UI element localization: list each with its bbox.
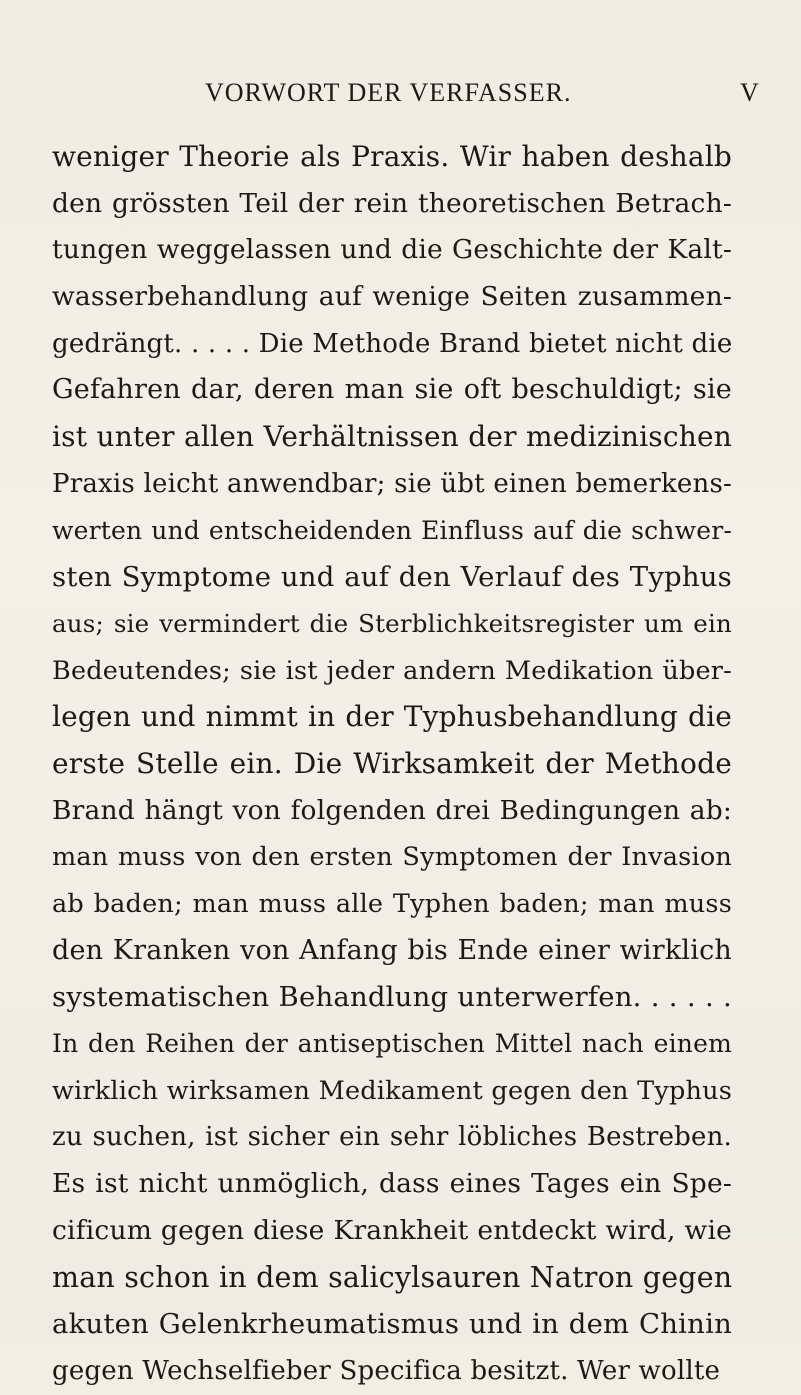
body-text xyxy=(52,134,732,1395)
text-line: akuten Gelenkrheumatismus und in dem Chinin xyxy=(52,1308,732,1341)
text-line: cificum gegen diese Krankheit entdeckt wird, wie xyxy=(52,1214,732,1246)
text-line: In den Reihen der antiseptischen Mittel nach einem xyxy=(52,1029,732,1059)
text-line: den Kranken von Anfang bis Ende einer wirklich xyxy=(52,934,732,966)
text-line: aus; sie vermindert die Sterblichkeitsregister um ein xyxy=(52,608,732,638)
text-line: man muss von den ersten Symptomen der Invasion xyxy=(52,842,732,873)
text-line: gegen Wechselfieber Specifica besitzt. Wer wollte xyxy=(52,1355,721,1386)
text-line: legen und nimmt in der Typhusbehandlung die xyxy=(52,700,732,734)
text-line: Bedeutendes; sie ist jeder andern Medikation über- xyxy=(52,655,732,686)
text-line: wasserbehandlung auf wenige Seiten zusammen- xyxy=(52,281,732,313)
page-number: V xyxy=(740,78,759,107)
text-line: Gefahren dar, deren man sie oft beschuldigt; sie xyxy=(52,374,732,406)
text-line: werten und entscheidenden Einfluss auf die schwer- xyxy=(52,515,732,545)
text-line: weniger Theorie als Praxis. Wir haben deshalb xyxy=(52,140,732,173)
text-line: man schon in dem salicylsauren Natron gegen xyxy=(52,1260,733,1294)
text-line: Brand hängt von folgenden drei Bedingungen ab: xyxy=(52,794,732,826)
running-title: VORWORT DER VERFASSER. xyxy=(205,78,572,107)
text-line: erste Stelle ein. Die Wirksamkeit der Methode xyxy=(52,746,732,780)
text-line: gedrängt. . . . . Die Methode Brand bietet nicht die xyxy=(52,328,733,359)
text-line: sten Symptome und auf den Verlauf des Typhus xyxy=(52,561,732,594)
text-line: ist unter allen Verhältnissen der medizinischen xyxy=(52,420,732,454)
text-line: Es ist nicht unmöglich, dass eines Tages ein Spe- xyxy=(52,1168,732,1200)
text-line: wirklich wirksamen Medikament gegen den Typhus xyxy=(52,1075,732,1106)
text-line: ab baden; man muss alle Typhen baden; man muss xyxy=(52,889,732,919)
text-line: Praxis leicht anwendbar; sie übt einen bemerkens- xyxy=(52,468,732,499)
text-line: tungen weggelassen und die Geschichte der Kalt- xyxy=(52,234,732,266)
running-head xyxy=(40,78,780,118)
text-line: zu suchen, ist sicher ein sehr löbliches Bestreben. xyxy=(52,1122,732,1153)
text-line: den grössten Teil der rein theoretischen Betrach- xyxy=(52,187,732,219)
text-line: systematischen Behandlung unterwerfen. . . . . . xyxy=(52,981,732,1014)
